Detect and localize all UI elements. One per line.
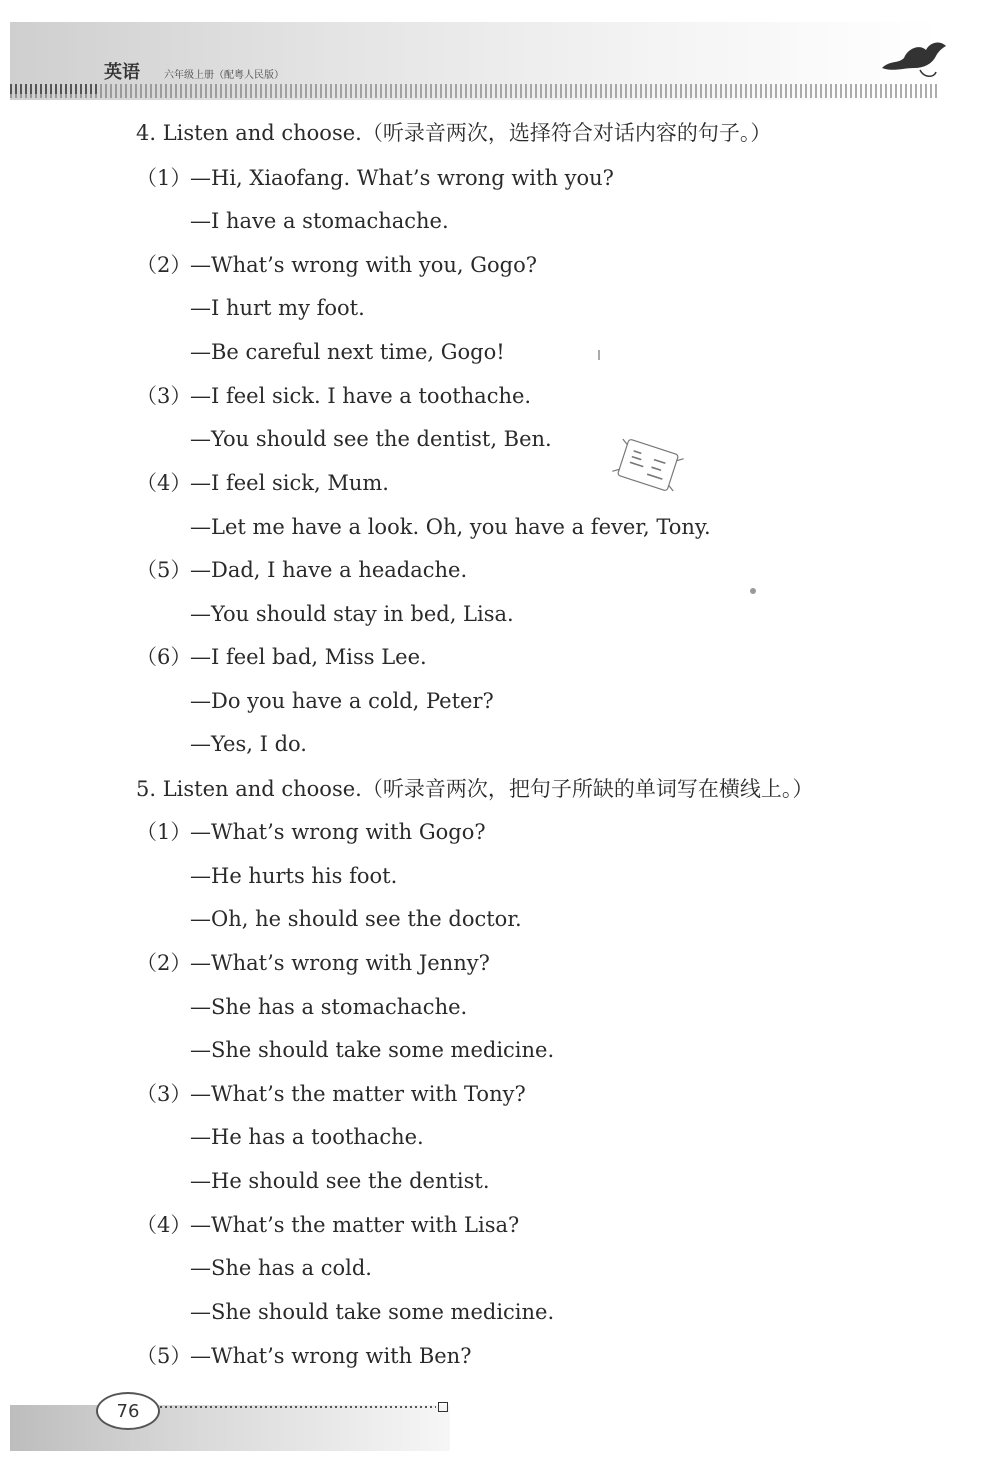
item-number: （1） — [136, 820, 192, 844]
item-number: （5） — [136, 558, 192, 582]
item-number: （2） — [136, 951, 192, 975]
dialogue-line: —I have a stomachache. — [190, 209, 449, 233]
dialogue-line: —What’s wrong with Ben? — [190, 1344, 472, 1368]
dialogue-line: —I feel bad, Miss Lee. — [190, 645, 427, 669]
stamp-icon — [612, 432, 684, 498]
dialogue-line: —What’s wrong with Jenny? — [190, 951, 490, 975]
item-number: （6） — [136, 645, 192, 669]
item-number: （3） — [136, 1082, 192, 1106]
item-number: （3） — [136, 384, 192, 408]
footer-end-square — [438, 1402, 448, 1412]
dialogue-line: —What’s the matter with Lisa? — [190, 1213, 520, 1237]
dialogue-line: —Be careful next time, Gogo! — [190, 340, 505, 364]
dialogue-line: —I feel sick, Mum. — [190, 471, 389, 495]
dialogue-line: —Oh, he should see the doctor. — [190, 907, 522, 931]
dialogue-line: —I feel sick. I have a toothache. — [190, 384, 532, 408]
item-number: （2） — [136, 253, 192, 277]
dialogue-line: —He hurts his foot. — [190, 864, 398, 888]
speck — [598, 350, 600, 360]
dialogue-line: —You should see the dentist, Ben. — [190, 427, 552, 451]
item-number: （4） — [136, 1213, 192, 1237]
cloud-swirl-icon — [880, 38, 950, 82]
item-number: （4） — [136, 471, 192, 495]
dialogue-line: —What’s wrong with you, Gogo? — [190, 253, 537, 277]
section-heading: 4. Listen and choose.（听录音两次，选择符合对话内容的句子。） — [136, 121, 772, 145]
dialogue-line: —Dad, I have a headache. — [190, 558, 468, 582]
item-number: （5） — [136, 1344, 192, 1368]
subject-title: 英语 — [104, 62, 140, 83]
grade-label: 六年级上册（配粤人民版） — [164, 70, 284, 81]
item-number: （1） — [136, 166, 192, 190]
dialogue-line: —You should stay in bed, Lisa. — [190, 602, 514, 626]
dialogue-line: —He should see the dentist. — [190, 1169, 490, 1193]
dialogue-line: —She should take some medicine. — [190, 1300, 555, 1324]
page-header — [10, 22, 940, 100]
dialogue-line: —He has a toothache. — [190, 1125, 424, 1149]
footer-dotted-line — [160, 1406, 436, 1408]
dialogue-line: —Let me have a look. Oh, you have a fever, Tony. — [190, 515, 711, 539]
dialogue-line: —What’s the matter with Tony? — [190, 1082, 526, 1106]
section-heading: 5. Listen and choose.（听录音两次，把句子所缺的单词写在横线上。） — [136, 777, 814, 801]
dialogue-line: —I hurt my foot. — [190, 296, 365, 320]
dialogue-line: —She should take some medicine. — [190, 1038, 555, 1062]
dialogue-line: —What’s wrong with Gogo? — [190, 820, 486, 844]
dialogue-line: —Yes, I do. — [190, 732, 307, 756]
page-number: 76 — [96, 1392, 160, 1430]
header-ticks — [10, 84, 98, 94]
speck — [750, 588, 756, 594]
dialogue-line: —She has a stomachache. — [190, 995, 468, 1019]
dialogue-line: —She has a cold. — [190, 1256, 372, 1280]
header-hatch — [10, 84, 940, 98]
dialogue-line: —Do you have a cold, Peter? — [190, 689, 494, 713]
footer-band — [10, 1405, 450, 1451]
dialogue-line: —Hi, Xiaofang. What’s wrong with you? — [190, 166, 614, 190]
